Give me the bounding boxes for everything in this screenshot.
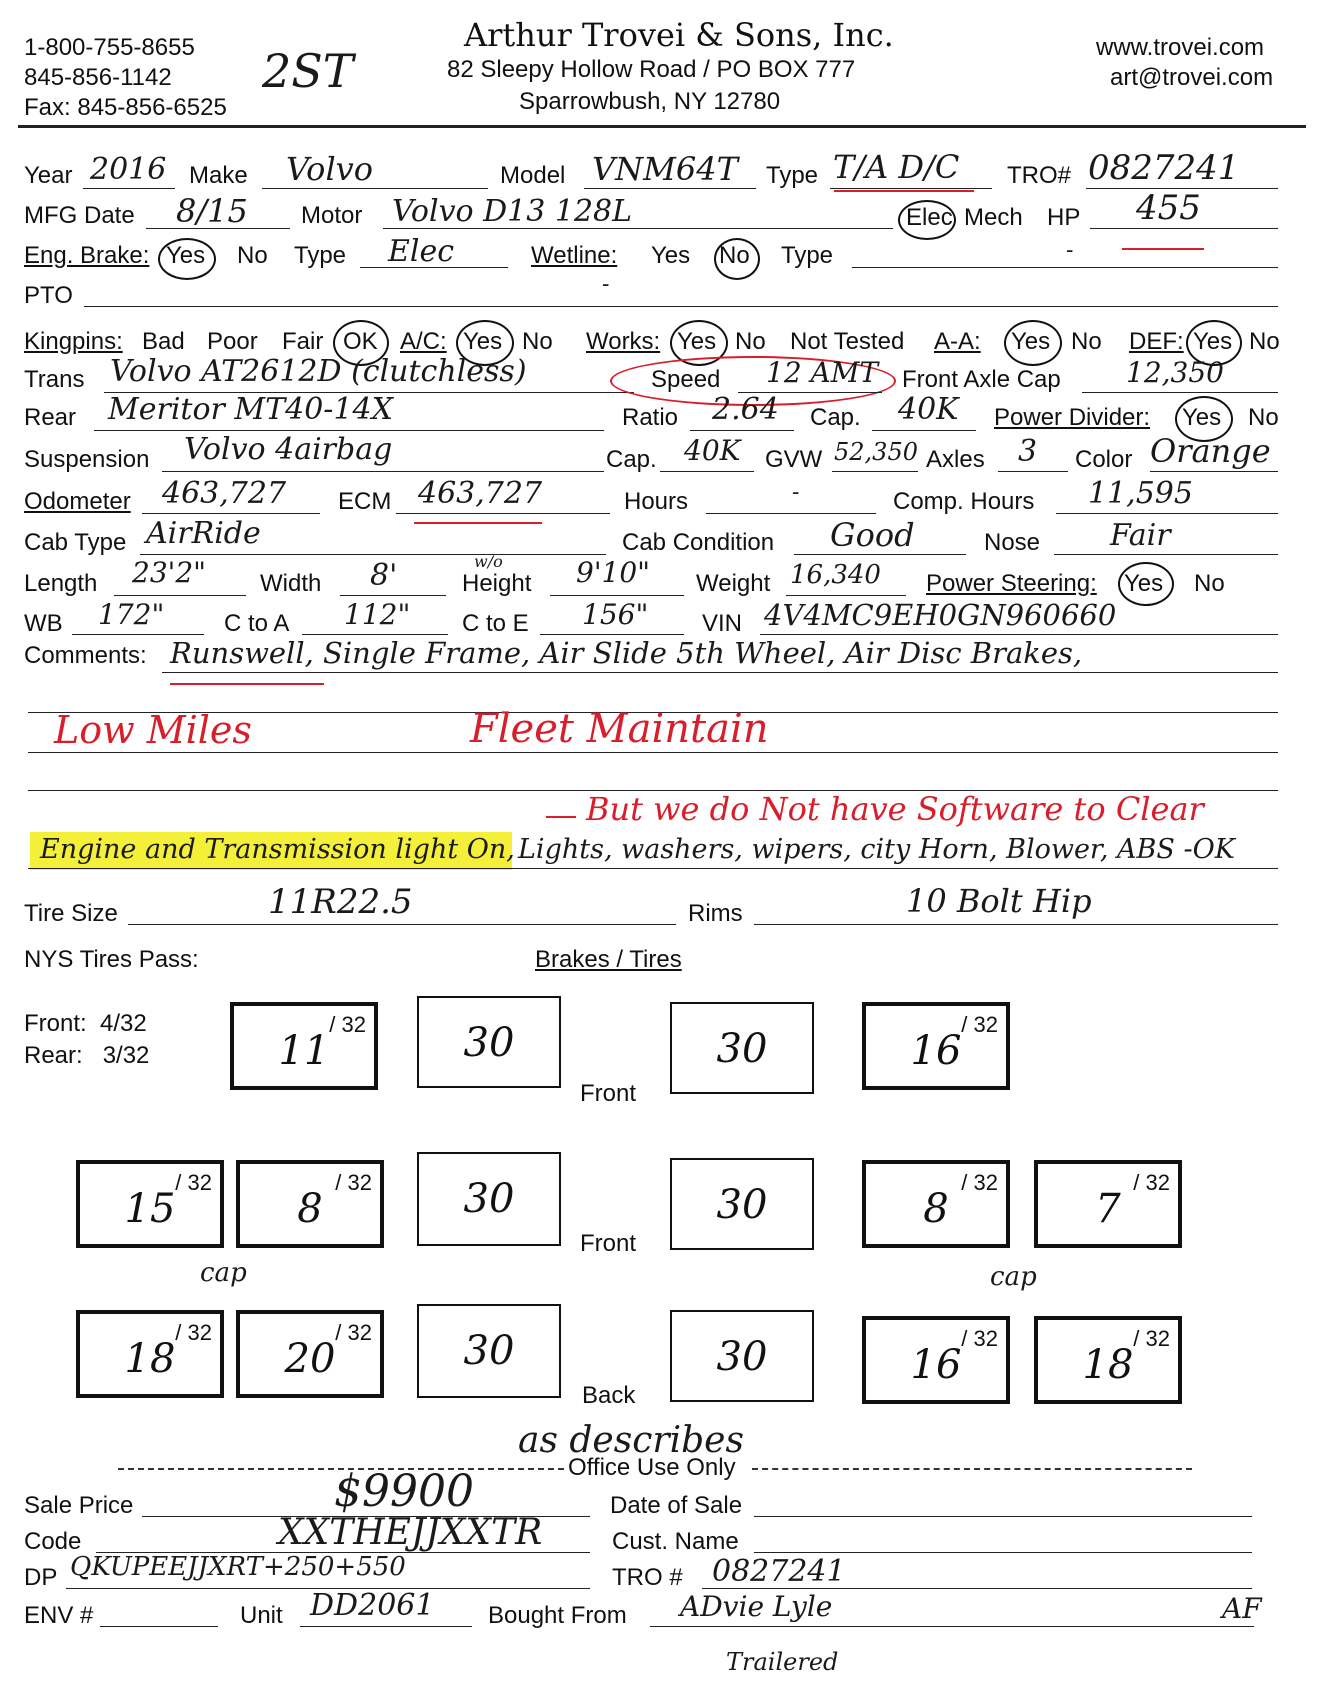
gvw-value[interactable]: 52,350: [834, 438, 918, 466]
tread-value: 16: [910, 1342, 962, 1388]
susp-cap-label: Cap.: [606, 446, 657, 473]
cab-condition-value[interactable]: Good: [830, 516, 915, 554]
rear-tire-requirement: Rear: 3/32: [24, 1042, 150, 1069]
tire-size-label: Tire Size: [24, 900, 118, 927]
company-name: Arthur Trovei & Sons, Inc.: [464, 16, 894, 54]
nose-line: [1054, 554, 1278, 555]
power-steering-no[interactable]: No: [1194, 570, 1225, 597]
ac-yes[interactable]: Yes: [463, 328, 503, 355]
office-divider-right: [752, 1468, 1192, 1470]
power-divider-yes[interactable]: Yes: [1182, 404, 1222, 431]
hp-label: HP: [1047, 204, 1081, 231]
cab-condition-line: [794, 554, 966, 555]
phone-1: 1-800-755-8655: [24, 34, 195, 61]
hours-label: Hours: [624, 488, 689, 515]
suspension-value[interactable]: Volvo 4airbag: [184, 432, 393, 467]
comment-red-dash: [546, 816, 576, 818]
brake-value: 30: [716, 1334, 768, 1380]
tire-box-r3-li[interactable]: [236, 1310, 384, 1398]
mfg-date-value[interactable]: 8/15: [176, 192, 248, 230]
header-divider: [18, 125, 1306, 128]
trans-label: Trans: [24, 366, 85, 393]
model-value[interactable]: VNM64T: [592, 150, 738, 188]
def-no[interactable]: No: [1249, 328, 1280, 355]
type-red-underline: [834, 190, 974, 192]
fraction-label: / 32: [329, 1012, 366, 1037]
c-to-a-line: [302, 634, 448, 635]
wetline-type-label: Type: [781, 242, 834, 269]
c-to-a-label: C to A: [224, 610, 290, 637]
tire-box-r3-ro[interactable]: [1034, 1316, 1182, 1404]
c-to-e-value[interactable]: 156": [582, 598, 649, 631]
cap-note-left: cap: [200, 1258, 247, 1288]
cust-name-label: Cust. Name: [612, 1528, 739, 1555]
tire-box-r2-ro[interactable]: [1034, 1160, 1182, 1248]
company-address-1: 82 Sleepy Hollow Road / PO BOX 777: [447, 56, 856, 83]
width-line: [340, 595, 446, 596]
trailered-note: Trailered: [726, 1648, 839, 1676]
tro-office-label: TRO #: [612, 1564, 683, 1591]
color-label: Color: [1075, 446, 1133, 473]
tire-box-r1-lf[interactable]: [230, 1002, 378, 1090]
susp-cap-line: [660, 471, 754, 472]
sale-price-value[interactable]: $9900: [334, 1466, 474, 1517]
hp-line: [1090, 228, 1278, 229]
c-to-a-value[interactable]: 112": [344, 598, 411, 631]
power-steering-yes[interactable]: Yes: [1124, 570, 1164, 597]
company-website[interactable]: www.trovei.com: [1096, 34, 1265, 61]
initials-value: AF: [1222, 1592, 1262, 1625]
fraction-label: / 32: [961, 1012, 998, 1037]
brake-box-r3-r[interactable]: [670, 1310, 814, 1402]
def-label: DEF:: [1129, 328, 1184, 355]
type-value[interactable]: T/A D/C: [833, 148, 960, 186]
rear-cap-value[interactable]: 40K: [898, 392, 959, 427]
brake-value: 30: [463, 1020, 515, 1066]
ecm-value[interactable]: 463,727: [418, 476, 543, 511]
front-axle-1-label: Front: [580, 1080, 637, 1107]
brake-box-r2-l[interactable]: [417, 1152, 561, 1246]
rear-cap-line: [872, 430, 976, 431]
make-label: Make: [189, 162, 248, 189]
type-label: Type: [766, 162, 819, 189]
wetline-yes[interactable]: Yes: [651, 242, 691, 269]
unit-label: Unit: [240, 1602, 283, 1629]
brake-box-r3-l[interactable]: [417, 1304, 561, 1398]
brake-value: 30: [463, 1176, 515, 1222]
rims-value[interactable]: 10 Bolt Hip: [906, 882, 1092, 920]
length-value[interactable]: 23'2": [132, 556, 207, 589]
sale-note: as describes: [518, 1420, 744, 1461]
height-line: [550, 595, 684, 596]
nose-value[interactable]: Fair: [1110, 518, 1171, 553]
c-to-e-label: C to E: [462, 610, 529, 637]
mfg-date-label: MFG Date: [24, 202, 135, 229]
wetline-no[interactable]: No: [719, 242, 750, 269]
ecm-red-underline: [414, 522, 542, 524]
hp-value[interactable]: 455: [1136, 188, 1201, 228]
year-line: [83, 188, 175, 189]
tread-value: 8: [297, 1186, 323, 1232]
power-steering-label: Power Steering:: [926, 570, 1097, 597]
company-email[interactable]: art@trovei.com: [1110, 64, 1274, 91]
tro-label: TRO#: [1007, 162, 1072, 189]
cap-note-right: cap: [990, 1262, 1037, 1292]
hours-value[interactable]: -: [792, 480, 800, 505]
brakes-tires-heading: Brakes / Tires: [535, 946, 682, 973]
trans-value[interactable]: Volvo AT2612D (clutchless): [110, 354, 527, 389]
kingpins-fair[interactable]: Fair: [282, 328, 324, 355]
fraction-label: / 32: [961, 1326, 998, 1351]
motor-value[interactable]: Volvo D13 128L: [392, 194, 633, 229]
weight-line: [786, 595, 906, 596]
company-address-2: Sparrowbush, NY 12780: [519, 88, 781, 115]
rear-value[interactable]: Meritor MT40-14X: [108, 392, 393, 427]
gvw-line: [832, 471, 918, 472]
tread-value: 11: [278, 1028, 330, 1074]
kingpins-poor[interactable]: Poor: [207, 328, 258, 355]
front-axle-cap-line: [1082, 392, 1278, 393]
fraction-label: / 32: [175, 1320, 212, 1345]
hours-line: [706, 513, 876, 514]
brake-value: 30: [716, 1182, 768, 1228]
comp-hours-value[interactable]: 11,595: [1088, 476, 1193, 511]
phone-2: 845-856-1142: [24, 64, 172, 91]
pto-line: [84, 306, 1278, 307]
cab-type-label: Cab Type: [24, 529, 127, 556]
height-note: w/o: [474, 552, 503, 571]
odometer-line: [142, 513, 320, 514]
year-value[interactable]: 2016: [90, 152, 167, 187]
rims-line: [754, 924, 1278, 925]
front-axle-cap-value[interactable]: 12,350: [1126, 356, 1224, 389]
ac-label: A/C:: [400, 328, 447, 355]
env-line: [100, 1626, 218, 1627]
height-value[interactable]: 9'10": [576, 556, 651, 589]
wb-label: WB: [24, 610, 63, 637]
ratio-label: Ratio: [622, 404, 679, 431]
aa-no[interactable]: No: [1071, 328, 1102, 355]
make-value[interactable]: Volvo: [286, 150, 374, 188]
cab-type-line: [140, 554, 606, 555]
tread-value: 18: [1082, 1342, 1134, 1388]
height-label: Height: [462, 570, 532, 597]
cab-type-value[interactable]: AirRide: [146, 516, 261, 551]
nys-tires-pass-label: NYS Tires Pass:: [24, 946, 199, 973]
tire-box-r3-ri[interactable]: [862, 1316, 1010, 1404]
tire-box-r2-ri[interactable]: [862, 1160, 1010, 1248]
eng-brake-yes[interactable]: Yes: [166, 242, 206, 269]
comment-line-1[interactable]: Runswell, Single Frame, Air Slide 5th Wheel, Air Disc Brakes,: [170, 636, 1083, 670]
tread-value: 7: [1095, 1186, 1121, 1232]
front-axle-2-label: Front: [580, 1230, 637, 1257]
fraction-label: / 32: [1133, 1170, 1170, 1195]
aa-yes[interactable]: Yes: [1011, 328, 1051, 355]
kingpins-label: Kingpins:: [24, 328, 123, 355]
unit-line: [300, 1626, 472, 1627]
bought-from-label: Bought From: [488, 1602, 627, 1629]
date-of-sale-label: Date of Sale: [610, 1492, 743, 1519]
code-label: Code: [24, 1528, 82, 1555]
rear-label: Rear: [24, 404, 77, 431]
length-label: Length: [24, 570, 98, 597]
brake-value: 30: [463, 1328, 515, 1374]
wetline-type-line: [852, 267, 1278, 268]
front-tire-requirement: Front: 4/32: [24, 1010, 147, 1037]
model-line: [584, 188, 756, 189]
date-of-sale-line: [754, 1516, 1252, 1517]
unit-value[interactable]: DD2061: [310, 1588, 435, 1623]
tro-office-value[interactable]: 0827241: [712, 1554, 846, 1589]
vin-label: VIN: [702, 610, 743, 637]
tread-value: 8: [923, 1186, 949, 1232]
eng-brake-label: Eng. Brake:: [24, 242, 150, 269]
vin-value[interactable]: 4V4MC9EH0GN960660: [764, 598, 1117, 632]
tire-size-line: [128, 924, 676, 925]
type-line: [830, 188, 992, 189]
ecm-label: ECM: [338, 488, 392, 515]
cab-condition-label: Cab Condition: [622, 529, 775, 556]
works-label: Works:: [586, 328, 661, 355]
env-label: ENV #: [24, 1602, 94, 1629]
brake-box-r1-l[interactable]: [417, 996, 561, 1088]
pto-value[interactable]: -: [602, 272, 610, 297]
code-value[interactable]: XXTHEJJXXTR: [278, 1512, 543, 1553]
wetline-label: Wetline:: [531, 242, 618, 269]
fraction-label: / 32: [335, 1170, 372, 1195]
color-line: [1150, 471, 1278, 472]
tire-size-value[interactable]: 11R22.5: [268, 882, 413, 922]
ratio-line: [690, 430, 794, 431]
comment-line-2a[interactable]: Low Miles: [54, 708, 252, 752]
office-use-only-label: Office Use Only: [568, 1454, 736, 1481]
comments-label: Comments:: [24, 642, 147, 669]
eng-brake-no[interactable]: No: [237, 242, 268, 269]
aa-label: A-A:: [934, 328, 981, 355]
comp-hours-line: [1056, 513, 1278, 514]
kingpins-bad[interactable]: Bad: [142, 328, 185, 355]
wetline-type-value[interactable]: -: [1066, 238, 1074, 263]
front-axle-cap-label: Front Axle Cap: [902, 366, 1061, 393]
suspension-label: Suspension: [24, 446, 150, 473]
comments-line-5: [28, 868, 1278, 869]
pto-label: PTO: [24, 282, 73, 309]
model-label: Model: [500, 162, 566, 189]
rear-cap-label: Cap.: [810, 404, 861, 431]
comment-line-2b[interactable]: Fleet Maintain: [470, 706, 769, 752]
comment-line-4b[interactable]: Lights, washers, wipers, city Horn, Blower, ABS -OK: [518, 834, 1235, 865]
odometer-value[interactable]: 463,727: [162, 476, 287, 511]
weight-value[interactable]: 16,340: [790, 560, 881, 590]
sale-price-label: Sale Price: [24, 1492, 134, 1519]
tire-box-r1-rf[interactable]: [862, 1002, 1010, 1090]
back-axle-label: Back: [582, 1382, 636, 1409]
elec-option[interactable]: Elec: [906, 204, 953, 231]
power-divider-no[interactable]: No: [1248, 404, 1279, 431]
bought-from-value[interactable]: ADvie Lyle: [680, 1590, 833, 1623]
rear-line: [94, 430, 604, 431]
axles-value[interactable]: 3: [1018, 434, 1038, 469]
def-yes[interactable]: Yes: [1193, 328, 1233, 355]
ecm-line: [396, 513, 610, 514]
comments-line-1: [162, 672, 1278, 673]
axles-line: [998, 471, 1068, 472]
wb-line: [72, 634, 204, 635]
fraction-label: / 32: [175, 1170, 212, 1195]
brake-box-r1-r[interactable]: [670, 1002, 814, 1094]
tire-box-r2-lo[interactable]: [76, 1160, 224, 1248]
tread-value: 18: [124, 1336, 176, 1382]
susp-cap-value[interactable]: 40K: [684, 434, 741, 467]
tire-box-r3-lo[interactable]: [76, 1310, 224, 1398]
speed-value[interactable]: 12 AMT: [766, 356, 879, 389]
width-label: Width: [260, 570, 322, 597]
rims-label: Rims: [688, 900, 743, 927]
dp-label: DP: [24, 1564, 58, 1591]
hp-red-mark: [1122, 248, 1204, 250]
fax-number: Fax: 845-856-6525: [24, 94, 227, 121]
comment-red-underline: [170, 683, 324, 685]
comp-hours-label: Comp. Hours: [893, 488, 1035, 515]
length-line: [114, 595, 246, 596]
ac-no[interactable]: No: [522, 328, 553, 355]
comments-line-3: [28, 752, 1278, 753]
handwritten-code: 2ST: [262, 44, 354, 98]
suspension-line: [162, 471, 604, 472]
odometer-label: Odometer: [24, 488, 131, 515]
works-not-tested[interactable]: Not Tested: [790, 328, 905, 355]
brake-value: 30: [716, 1026, 768, 1072]
ratio-value[interactable]: 2.64: [712, 392, 779, 427]
fraction-label: / 32: [335, 1320, 372, 1345]
comment-line-3[interactable]: But we do Not have Software to Clear: [586, 790, 1204, 828]
brake-box-r2-r[interactable]: [670, 1158, 814, 1250]
axles-label: Axles: [926, 446, 985, 473]
eng-brake-type-label: Type: [294, 242, 347, 269]
tro-value[interactable]: 0827241: [1088, 148, 1240, 188]
speed-label: Speed: [651, 366, 721, 393]
make-line: [262, 188, 488, 189]
wb-value[interactable]: 172": [98, 598, 165, 631]
fraction-label: / 32: [1133, 1326, 1170, 1351]
dp-value[interactable]: QKUPEEJJXRT+250+550: [70, 1552, 406, 1582]
weight-label: Weight: [696, 570, 771, 597]
gvw-label: GVW: [765, 446, 823, 473]
vin-line: [760, 634, 1278, 635]
motor-label: Motor: [301, 202, 363, 229]
fraction-label: / 32: [961, 1170, 998, 1195]
kingpins-ok[interactable]: OK: [343, 328, 378, 355]
works-no[interactable]: No: [735, 328, 766, 355]
nose-label: Nose: [984, 529, 1041, 556]
power-divider-label: Power Divider:: [994, 404, 1151, 431]
c-to-e-line: [540, 634, 684, 635]
comment-line-4a[interactable]: Engine and Transmission light On,: [40, 834, 515, 865]
eng-brake-type-value[interactable]: Elec: [388, 234, 455, 269]
bought-from-line: [650, 1626, 1254, 1627]
tire-box-r2-li[interactable]: [236, 1160, 384, 1248]
color-value[interactable]: Orange: [1150, 432, 1271, 470]
tread-value: 16: [910, 1028, 962, 1074]
tread-value: 15: [124, 1186, 176, 1232]
year-label: Year: [24, 162, 73, 189]
works-yes[interactable]: Yes: [677, 328, 717, 355]
width-value[interactable]: 8': [370, 558, 398, 593]
mech-option[interactable]: Mech: [964, 204, 1023, 231]
cust-name-line: [754, 1552, 1252, 1553]
tread-value: 20: [284, 1336, 336, 1382]
